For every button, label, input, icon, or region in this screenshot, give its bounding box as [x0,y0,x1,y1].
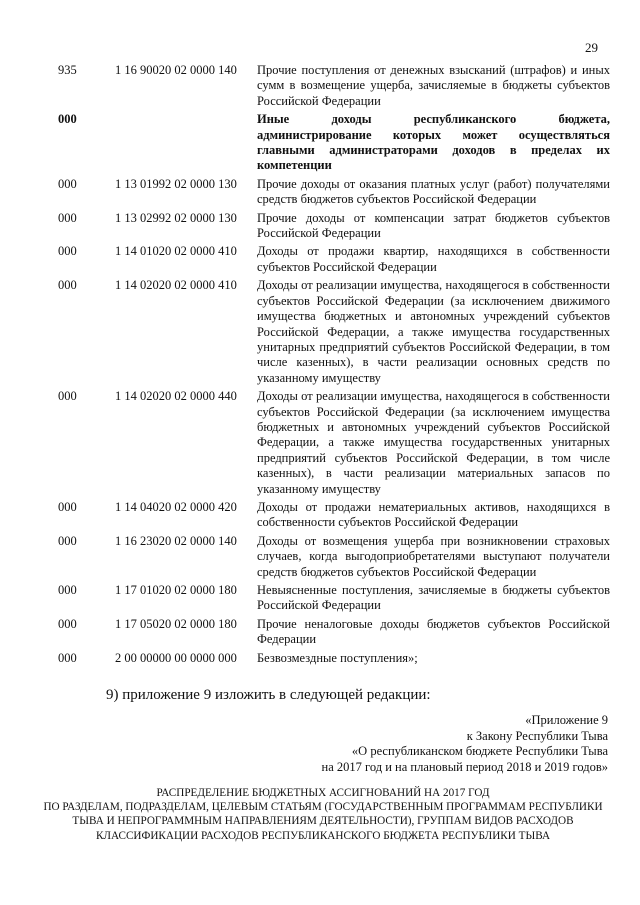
budget-code-cell [115,112,257,174]
revenue-name-cell: Прочие неналоговые доходы бюджетов субъектов Российской Федерации [257,616,610,647]
revenue-name-cell: Безвозмездные поступления»; [257,650,418,665]
admin-code-cell: 000 [58,176,77,191]
admin-code-cell: 000 [58,583,77,597]
table-row [58,63,610,109]
title-line: ПО РАЗДЕЛАМ, ПОДРАЗДЕЛАМ, ЦЕЛЕВЫМ СТАТЬЯМ (ГОСУДАРСТВЕННЫМ ПРОГРАММАМ РЕСПУБЛИКИ [43,801,603,814]
admin-code-cell: 000 [58,389,77,404]
table-row [58,534,610,580]
budget-code-cell: 1 17 05020 02 0000 180 [115,616,237,631]
table-row [58,211,610,242]
budget-code-cell: 1 14 02020 02 0000 440 [115,389,237,404]
budget-code-cell: 1 14 04020 02 0000 420 [115,499,237,514]
budget-code-cell: 1 13 01992 02 0000 130 [115,176,237,191]
appendix-header [248,713,608,775]
admin-code-cell: 000 [58,533,77,548]
appendix-line: «Приложение 9 [525,713,608,727]
admin-code-cell: 000 [58,244,77,259]
appendix-line: на 2017 год и на плановый период 2018 и 2019 годов» [321,759,608,774]
budget-code-cell: 1 13 02992 02 0000 130 [115,210,237,225]
budget-code-cell: 1 14 01020 02 0000 410 [115,244,237,259]
table-row [58,617,610,648]
table-row [58,177,610,208]
table-row-section-header [58,112,610,174]
title-line: РАСПРЕДЕЛЕНИЕ БЮДЖЕТНЫХ АССИГНОВАНИЙ НА 2017 ГОД [156,787,490,799]
title-line: ТЫВА И НЕПРОГРАММНЫМ НАПРАВЛЕНИЯМ ДЕЯТЕЛЬНОСТИ), ГРУППАМ ВИДОВ РАСХОДОВ [72,815,574,828]
revenue-name-cell: Прочие доходы от компенсации затрат бюджетов субъектов Российской Федерации [257,210,610,241]
appendix-line: к Закону Республики Тыва [466,728,608,743]
admin-code-cell: 000 [58,112,77,127]
revenue-name-cell: Прочие доходы от оказания платных услуг (работ) получателями средств бюджетов субъектов Российской Федерации [257,176,610,207]
admin-code-cell: 000 [58,278,77,293]
document-title [28,786,618,843]
revenue-name-cell: Иные доходы республиканского бюджета, администрирование которых может осуществляться главными администраторами доходов в пределах их компетенции [257,112,610,173]
admin-code-cell: 000 [58,499,77,514]
admin-code-cell: 000 [58,650,77,665]
table-row [58,244,610,275]
title-line: КЛАССИФИКАЦИИ РАСХОДОВ РЕСПУБЛИКАНСКОГО БЮДЖЕТА РЕСПУБЛИКИ ТЫВА [95,829,551,842]
revenue-name-cell: Доходы от возмещения ущерба при возникновении страховых случаев, когда выгодоприобретателями выступают получатели средств бюджетов субъектов Российской Федерации [257,533,610,579]
page-number: 29 [585,40,598,55]
table-row [58,278,610,386]
revenue-name-cell: Невыясненные поступления, зачисляемые в бюджеты субъектов Российской Федерации [257,583,610,613]
table-row [58,651,610,666]
revenue-name-cell: Доходы от продажи нематериальных активов, находящихся в собственности субъектов Российской Федерации [257,499,610,530]
admin-code-cell: 000 [58,210,77,225]
budget-code-cell: 1 14 02020 02 0000 410 [115,278,237,293]
revenue-name-cell: Доходы от реализации имущества, находящегося в собственности субъектов Российской Федерации (за исключением движимого имущества бюджетных и автономных учреждений субъектов Российской Федерации, а также имущества государственных унитарных предприятий субъектов Российской Федерации, в том числе казенных), в части реализации основных средств по указанному имуществу [257,278,610,385]
revenue-name-cell: Прочие поступления от денежных взысканий (штрафов) и иных сумм в возмещение ущерба, зачисляемые в бюджеты субъектов Российской Федерации [257,63,610,108]
amendment-instruction: 9) приложение 9 изложить в следующей редакции: [106,687,431,703]
budget-code-cell: 1 16 23020 02 0000 140 [115,533,237,548]
table-row [58,583,610,614]
budget-code-cell: 2 00 00000 00 0000 000 [115,650,237,665]
budget-code-cell: 1 17 01020 02 0000 180 [115,583,237,597]
admin-code-cell: 000 [58,616,77,631]
budget-code-cell: 1 16 90020 02 0000 140 [115,63,237,77]
table-row [58,500,610,531]
table-row [58,389,610,497]
revenue-table [58,63,610,669]
appendix-line: «О республиканском бюджете Республики Тыва [351,744,608,758]
revenue-name-cell: Доходы от реализации имущества, находящегося в собственности субъектов Российской Федерации (за исключением имущества бюджетных и автономных учреждений субъектов Российской Федерации, а также имущества государственных унитарных предприятий субъектов Российской Федерации, в том числе казенных), в части реализации материальных запасов по указанному имуществу [257,389,610,496]
admin-code-cell: 935 [58,63,77,77]
revenue-name-cell: Доходы от продажи квартир, находящихся в собственности субъектов Российской Федерации [257,244,610,274]
